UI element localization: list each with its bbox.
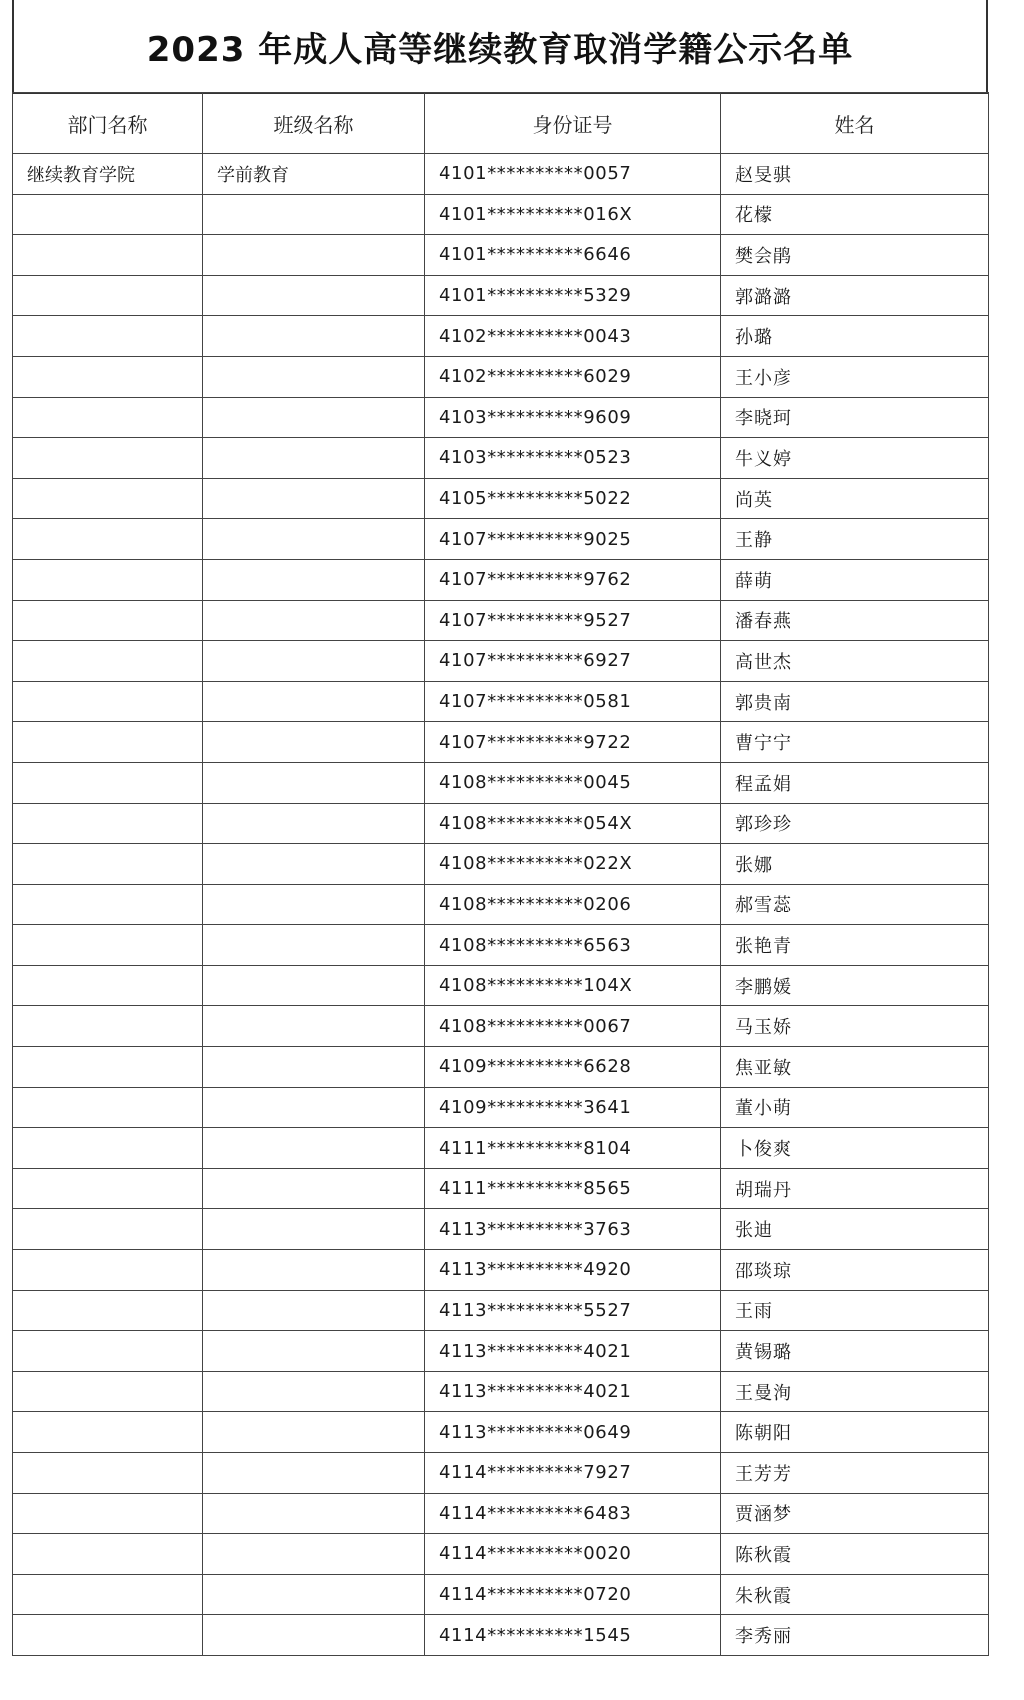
table-row <box>13 1087 989 1128</box>
table-row <box>13 722 989 763</box>
header-department: 部门名称 <box>13 93 203 154</box>
cell-name: 胡瑞丹 <box>721 1168 989 1209</box>
table-row <box>13 844 989 885</box>
cell-department <box>13 641 203 682</box>
cell-department <box>13 1493 203 1534</box>
cell-id-number: 4109**********3641 <box>425 1087 721 1128</box>
cell-class <box>203 1493 425 1534</box>
cell-id-number: 4107**********0581 <box>425 681 721 722</box>
cell-id-number: 4108**********054X <box>425 803 721 844</box>
cell-name: 贾涵梦 <box>721 1493 989 1534</box>
table-row <box>13 438 989 479</box>
cell-name: 孙璐 <box>721 316 989 357</box>
cell-name: 李晓珂 <box>721 397 989 438</box>
cell-name: 邵琰琼 <box>721 1250 989 1291</box>
cell-class <box>203 1615 425 1656</box>
cell-class <box>203 519 425 560</box>
cell-department <box>13 397 203 438</box>
cell-department <box>13 1371 203 1412</box>
table-row <box>13 1615 989 1656</box>
table-row <box>13 519 989 560</box>
cell-class <box>203 965 425 1006</box>
cell-class <box>203 1290 425 1331</box>
table-row <box>13 884 989 925</box>
cell-name: 程孟娟 <box>721 762 989 803</box>
cell-name: 花檬 <box>721 194 989 235</box>
table-row <box>13 803 989 844</box>
cell-department <box>13 356 203 397</box>
cell-id-number: 4107**********9762 <box>425 559 721 600</box>
cell-class <box>203 356 425 397</box>
cell-id-number: 4108**********0045 <box>425 762 721 803</box>
cell-class <box>203 438 425 479</box>
document-sheet <box>12 0 988 1692</box>
table-row <box>13 1574 989 1615</box>
cell-department <box>13 1412 203 1453</box>
cell-department <box>13 1047 203 1088</box>
cell-name: 卜俊爽 <box>721 1128 989 1169</box>
table-row <box>13 559 989 600</box>
cell-id-number: 4114**********1545 <box>425 1615 721 1656</box>
table-row <box>13 1006 989 1047</box>
table-row <box>13 1534 989 1575</box>
cell-department: 继续教育学院 <box>13 154 203 195</box>
cell-id-number: 4105**********5022 <box>425 478 721 519</box>
cell-department <box>13 722 203 763</box>
table-row <box>13 1412 989 1453</box>
cell-department <box>13 681 203 722</box>
cell-id-number: 4114**********7927 <box>425 1453 721 1494</box>
cell-id-number: 4113**********5527 <box>425 1290 721 1331</box>
cell-id-number: 4101**********016X <box>425 194 721 235</box>
cell-department <box>13 559 203 600</box>
cell-id-number: 4111**********8565 <box>425 1168 721 1209</box>
cell-department <box>13 438 203 479</box>
cell-name: 薛萌 <box>721 559 989 600</box>
table-row <box>13 478 989 519</box>
table-row <box>13 762 989 803</box>
cell-department <box>13 1209 203 1250</box>
cell-department <box>13 1250 203 1291</box>
cell-department <box>13 1615 203 1656</box>
cell-name: 王雨 <box>721 1290 989 1331</box>
cell-class <box>203 1128 425 1169</box>
cell-id-number: 4101**********6646 <box>425 235 721 276</box>
cell-id-number: 4101**********0057 <box>425 154 721 195</box>
cell-class <box>203 1250 425 1291</box>
cell-class <box>203 1534 425 1575</box>
cell-department <box>13 925 203 966</box>
cell-id-number: 4113**********3763 <box>425 1209 721 1250</box>
table-row <box>13 681 989 722</box>
cell-class: 学前教育 <box>203 154 425 195</box>
cell-name: 樊会鹃 <box>721 235 989 276</box>
cell-name: 黄锡璐 <box>721 1331 989 1372</box>
table-row <box>13 154 989 195</box>
cell-class <box>203 681 425 722</box>
cell-class <box>203 1331 425 1372</box>
cell-class <box>203 1371 425 1412</box>
cell-class <box>203 844 425 885</box>
roster-table <box>12 92 989 1656</box>
cell-id-number: 4108**********022X <box>425 844 721 885</box>
table-row <box>13 925 989 966</box>
cell-id-number: 4114**********0720 <box>425 1574 721 1615</box>
cell-class <box>203 1006 425 1047</box>
cell-name: 马玉娇 <box>721 1006 989 1047</box>
cell-id-number: 4107**********9025 <box>425 519 721 560</box>
table-row <box>13 965 989 1006</box>
cell-name: 陈秋霞 <box>721 1534 989 1575</box>
cell-name: 赵旻骐 <box>721 154 989 195</box>
cell-name: 高世杰 <box>721 641 989 682</box>
cell-class <box>203 803 425 844</box>
cell-name: 李秀丽 <box>721 1615 989 1656</box>
cell-name: 牛义婷 <box>721 438 989 479</box>
cell-name: 张艳青 <box>721 925 989 966</box>
cell-name: 朱秋霞 <box>721 1574 989 1615</box>
cell-id-number: 4107**********6927 <box>425 641 721 682</box>
cell-department <box>13 1087 203 1128</box>
header-name: 姓名 <box>721 93 989 154</box>
cell-class <box>203 397 425 438</box>
table-row <box>13 397 989 438</box>
table-row <box>13 1168 989 1209</box>
cell-department <box>13 275 203 316</box>
title-box <box>12 0 988 94</box>
cell-department <box>13 965 203 1006</box>
cell-id-number: 4103**********0523 <box>425 438 721 479</box>
cell-department <box>13 1006 203 1047</box>
cell-class <box>203 600 425 641</box>
cell-id-number: 4103**********9609 <box>425 397 721 438</box>
cell-name: 曹宁宁 <box>721 722 989 763</box>
cell-class <box>203 1453 425 1494</box>
cell-name: 王芳芳 <box>721 1453 989 1494</box>
cell-name: 王曼洵 <box>721 1371 989 1412</box>
cell-class <box>203 1047 425 1088</box>
cell-class <box>203 1168 425 1209</box>
cell-department <box>13 519 203 560</box>
cell-class <box>203 1087 425 1128</box>
cell-class <box>203 641 425 682</box>
table-row <box>13 1453 989 1494</box>
cell-name: 董小萌 <box>721 1087 989 1128</box>
cell-name: 郭珍珍 <box>721 803 989 844</box>
cell-id-number: 4113**********0649 <box>425 1412 721 1453</box>
table-row <box>13 356 989 397</box>
cell-department <box>13 600 203 641</box>
cell-id-number: 4102**********0043 <box>425 316 721 357</box>
cell-department <box>13 316 203 357</box>
cell-id-number: 4113**********4021 <box>425 1331 721 1372</box>
table-row <box>13 1128 989 1169</box>
cell-id-number: 4107**********9722 <box>425 722 721 763</box>
cell-class <box>203 1574 425 1615</box>
header-id-number: 身份证号 <box>425 93 721 154</box>
table-row <box>13 275 989 316</box>
table-row <box>13 1047 989 1088</box>
cell-name: 郭潞潞 <box>721 275 989 316</box>
cell-class <box>203 316 425 357</box>
cell-department <box>13 1168 203 1209</box>
cell-id-number: 4108**********6563 <box>425 925 721 966</box>
cell-department <box>13 844 203 885</box>
cell-class <box>203 884 425 925</box>
table-row <box>13 316 989 357</box>
cell-class <box>203 194 425 235</box>
cell-id-number: 4113**********4920 <box>425 1250 721 1291</box>
cell-class <box>203 559 425 600</box>
cell-id-number: 4108**********104X <box>425 965 721 1006</box>
cell-name: 王小彦 <box>721 356 989 397</box>
cell-id-number: 4107**********9527 <box>425 600 721 641</box>
cell-class <box>203 275 425 316</box>
table-row <box>13 194 989 235</box>
cell-id-number: 4114**********0020 <box>425 1534 721 1575</box>
cell-name: 焦亚敏 <box>721 1047 989 1088</box>
cell-class <box>203 925 425 966</box>
cell-name: 潘春燕 <box>721 600 989 641</box>
cell-name: 郝雪蕊 <box>721 884 989 925</box>
cell-department <box>13 803 203 844</box>
table-row <box>13 1331 989 1372</box>
table-row <box>13 1250 989 1291</box>
cell-department <box>13 884 203 925</box>
cell-class <box>203 722 425 763</box>
table-row <box>13 1290 989 1331</box>
cell-id-number: 4108**********0206 <box>425 884 721 925</box>
cell-department <box>13 194 203 235</box>
cell-name: 张娜 <box>721 844 989 885</box>
cell-id-number: 4108**********0067 <box>425 1006 721 1047</box>
roster-body <box>13 154 989 1656</box>
table-row <box>13 641 989 682</box>
table-row <box>13 600 989 641</box>
table-row <box>13 1371 989 1412</box>
cell-id-number: 4101**********5329 <box>425 275 721 316</box>
cell-id-number: 4102**********6029 <box>425 356 721 397</box>
cell-class <box>203 1209 425 1250</box>
table-row <box>13 1209 989 1250</box>
header-row <box>13 93 989 154</box>
cell-department <box>13 1574 203 1615</box>
cell-id-number: 4109**********6628 <box>425 1047 721 1088</box>
cell-name: 王静 <box>721 519 989 560</box>
cell-id-number: 4111**********8104 <box>425 1128 721 1169</box>
cell-class <box>203 762 425 803</box>
header-class: 班级名称 <box>203 93 425 154</box>
cell-id-number: 4114**********6483 <box>425 1493 721 1534</box>
cell-name: 陈朝阳 <box>721 1412 989 1453</box>
cell-department <box>13 235 203 276</box>
cell-class <box>203 478 425 519</box>
cell-department <box>13 478 203 519</box>
cell-department <box>13 1290 203 1331</box>
cell-class <box>203 235 425 276</box>
cell-name: 李鹏媛 <box>721 965 989 1006</box>
cell-department <box>13 1534 203 1575</box>
table-row <box>13 1493 989 1534</box>
page-title: 2023 年成人高等继续教育取消学籍公示名单 <box>146 29 854 70</box>
cell-name: 张迪 <box>721 1209 989 1250</box>
cell-name: 郭贵南 <box>721 681 989 722</box>
cell-department <box>13 1128 203 1169</box>
cell-name: 尚英 <box>721 478 989 519</box>
cell-department <box>13 1331 203 1372</box>
cell-department <box>13 1453 203 1494</box>
cell-id-number: 4113**********4021 <box>425 1371 721 1412</box>
table-row <box>13 235 989 276</box>
cell-department <box>13 762 203 803</box>
cell-class <box>203 1412 425 1453</box>
